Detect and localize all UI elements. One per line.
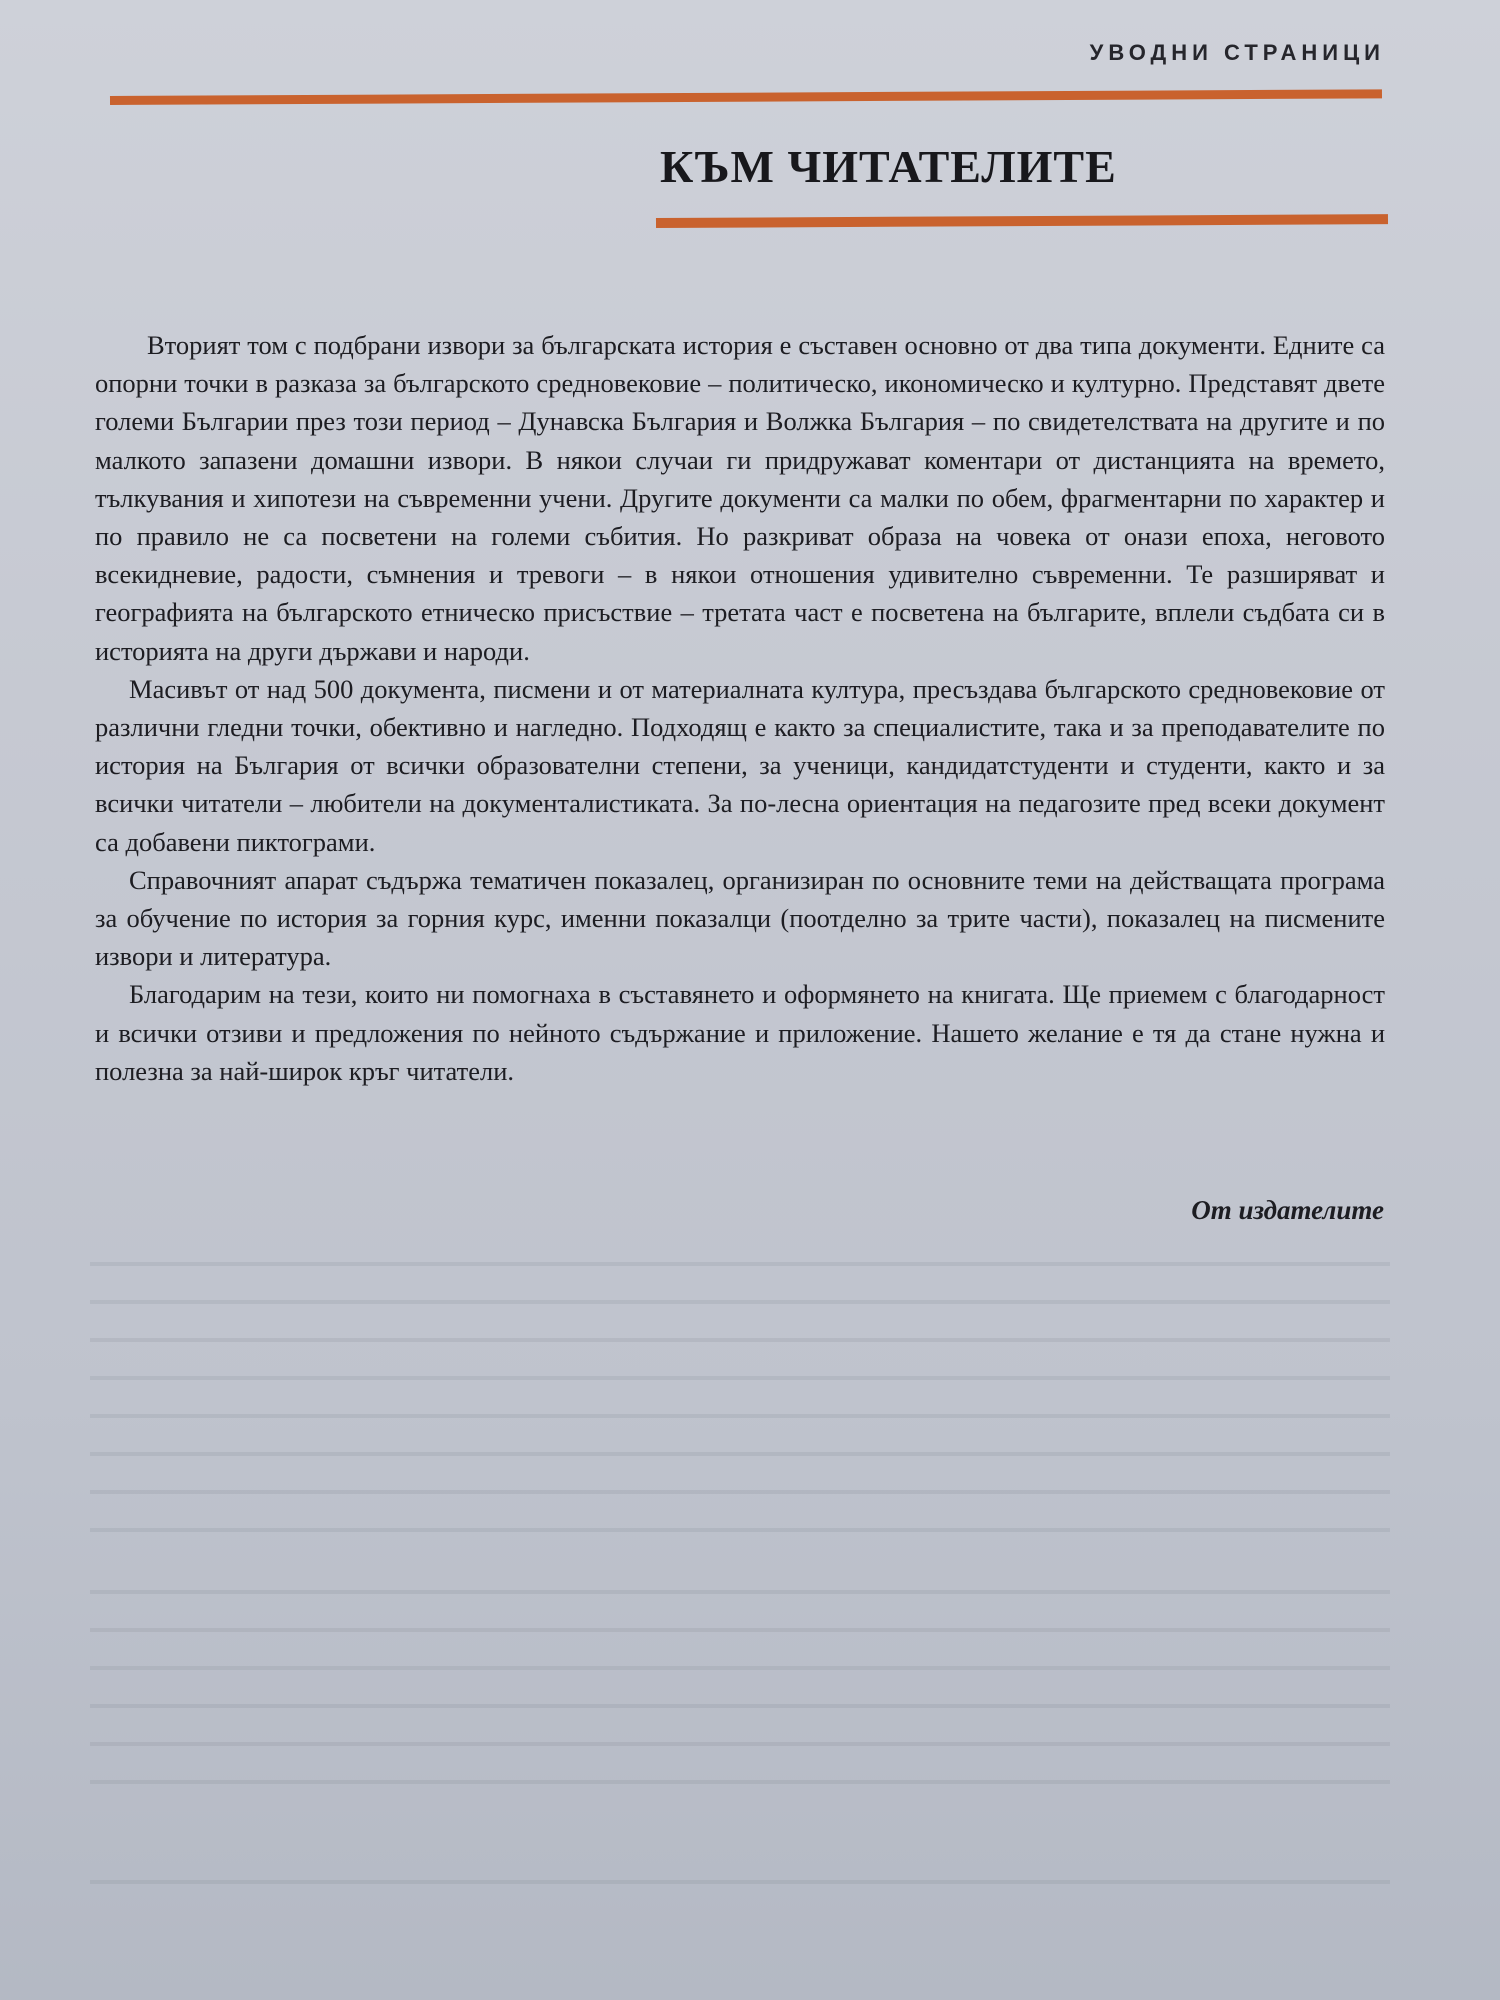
- bleed-through-line: [90, 1490, 1390, 1494]
- paragraph-1: Вторият том с подбрани извори за българската история е съставен основно от два типа документи. Едните са опорни точки в разказа за българското средновековие – политическо, икономическо и културно. Представят двете големи Българии през този период – Дунавска България и Волжка България – по свидетелствата на другите и по малкото запазени домашни извори. В някои случаи ги придружават коментари от дистанцията на времето, тълкувания и хипотези на съвременни учени. Другите документи са малки по обем, фрагментарни по характер и по правило не са посветени на големи събития. Но разкриват образа на човека от онази епоха, неговото всекидневие, радости, съмнения и тревоги – в някои отношения удивително съвременни. Те разширяват и географията на българското етническо присъствие – третата част е посветена на българите, вплели съдбата си в историята на други държави и народи.: [95, 330, 1385, 666]
- paragraph-2: Масивът от над 500 документа, писмени и от материалната култура, пресъздава българското средновековие от различни гледни точки, обективно и нагледно. Подходящ е както за специалистите, така и за преподавателите по история на България от всички образователни степени, за ученици, кандидатстуденти и студенти, както и за всички читатели – любители на документалистиката. За по-лесна ориентация на педагозите пред всеки документ са добавени пиктограми.: [95, 673, 1385, 857]
- bleed-through-line: [90, 1376, 1390, 1380]
- bleed-through-line: [90, 1528, 1390, 1532]
- bleed-through-line: [90, 1338, 1390, 1342]
- top-accent-rule: [110, 89, 1382, 105]
- bleed-through-line: [90, 1704, 1390, 1708]
- bleed-through-line: [90, 1880, 1390, 1884]
- page-title: КЪМ ЧИТАТЕЛИТЕ: [660, 141, 1117, 192]
- paragraph-4: Благодарим на тези, които ни помогнаха в съставянето и оформянето на книгата. Ще приемем с благодарност и всички отзиви и предложения по нейното съдържание и приложение. Нашето желание е тя да стане нужна и полезна за най-широк кръг читатели.: [95, 979, 1385, 1086]
- bleed-through-line: [90, 1414, 1390, 1418]
- bleed-through-line: [90, 1452, 1390, 1456]
- bleed-through-line: [90, 1628, 1390, 1632]
- bleed-through-line: [90, 1742, 1390, 1746]
- bleed-through-line: [90, 1780, 1390, 1784]
- title-underline-rule: [656, 214, 1388, 228]
- bleed-through-line: [90, 1300, 1390, 1304]
- signature: От издателите: [1191, 1195, 1384, 1225]
- section-header: УВОДНИ СТРАНИЦИ: [1089, 40, 1385, 65]
- article-body: [95, 326, 1385, 1090]
- paragraph-3: Справочният апарат съдържа тематичен показалец, организиран по основните теми на действащата програма за обучение по история за горния курс, именни показалци (поотделно за трите части), показалец на писмените извори и литература.: [95, 864, 1385, 972]
- bleed-through-line: [90, 1262, 1390, 1266]
- bleed-through-line: [90, 1666, 1390, 1670]
- bleed-through-line: [90, 1590, 1390, 1594]
